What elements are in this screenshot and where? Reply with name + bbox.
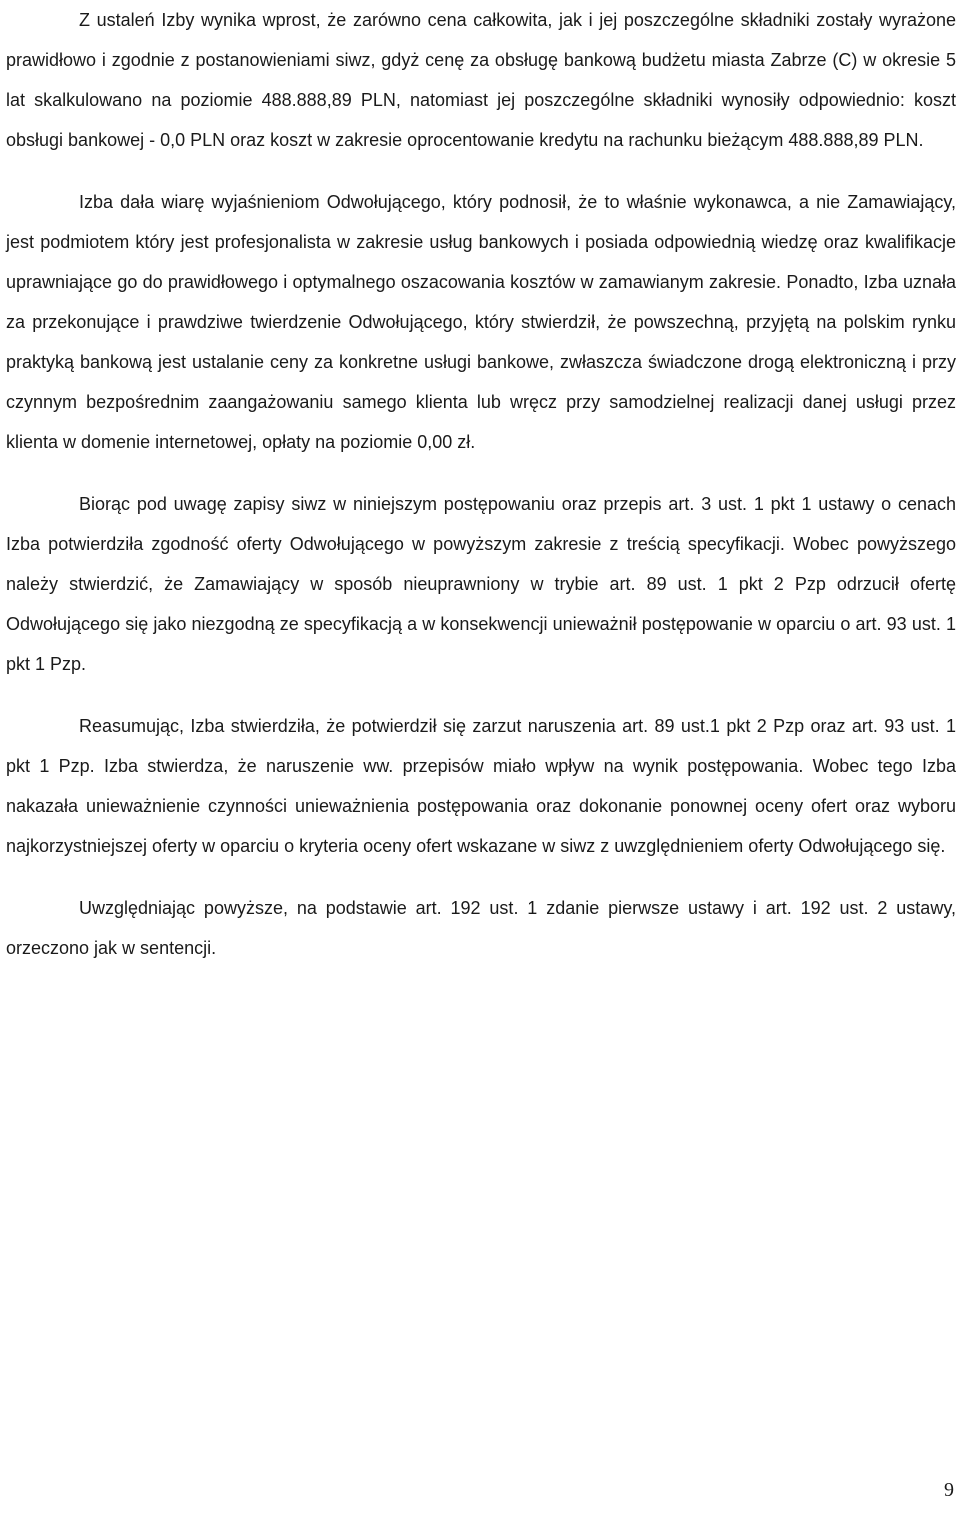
paragraph-gap [6, 462, 956, 484]
paragraph-siwz-compliance: Biorąc pod uwagę zapisy siwz w niniejszym postępowaniu oraz przepis art. 3 ust. 1 pkt 1 ustawy o cenach Izba potwierdziła zgodność oferty Odwołującego w powyższym zakresie z treścią specyfikacji. Wobec powyższego należy stwierdzić, że Zamawiający w sposób nieuprawniony w trybie art. 89 ust. 1 pkt 2 Pzp odrzucił ofertę Odwołującego się jako niezgodną ze specyfikacją a w konsekwencji unieważnił postępowanie w oparciu o art. 93 ust. 1 pkt 1 Pzp. [6, 494, 956, 674]
paragraph-gap [6, 160, 956, 182]
page-number: 9 [944, 1479, 954, 1501]
document-body [6, 0, 956, 968]
paragraph-legal-basis: Uwzględniając powyższe, na podstawie art. 192 ust. 1 zdanie pierwsze ustawy i art. 192 ust. 2 ustawy, orzeczono jak w sentencji. [6, 898, 956, 958]
paragraph-appellant-explanations: Izba dała wiarę wyjaśnieniom Odwołującego, który podnosił, że to właśnie wykonawca, a nie Zamawiający, jest podmiotem który jest profesjonalista w zakresie usług bankowych i posiada odpowiednią wiedzę oraz kwalifikacje uprawniające go do prawidłowego i optymalnego oszacowania kosztów w zamawianym zakresie. Ponadto, Izba uznała za przekonujące i prawdziwe twierdzenie Odwołującego, który stwierdził, że powszechną, przyjętą na polskim rynku praktyką bankową jest ustalanie ceny za konkretne usługi bankowe, zwłaszcza świadczone drogą elektroniczną i przy czynnym bezpośrednim zaangażowaniu samego klienta lub wręcz przy samodzielnej realizacji danej usługi przez klienta w domenie internetowej, opłaty na poziomie 0,00 zł. [6, 192, 956, 452]
paragraph-price-findings: Z ustaleń Izby wynika wprost, że zarówno cena całkowita, jak i jej poszczególne składniki zostały wyrażone prawidłowo i zgodnie z postanowieniami siwz, gdyż cenę za obsługę bankową budżetu miasta Zabrze (C) w okresie 5 lat skalkulowano na poziomie 488.888,89 PLN, natomiast jej poszczególne składniki wynosiły odpowiednio: koszt obsługi bankowej - 0,0 PLN oraz koszt w zakresie oprocentowanie kredytu na rachunku bieżącym 488.888,89 PLN. [6, 10, 956, 150]
paragraph-summary: Reasumując, Izba stwierdziła, że potwierdził się zarzut naruszenia art. 89 ust.1 pkt 2 Pzp oraz art. 93 ust. 1 pkt 1 Pzp. Izba stwierdza, że naruszenie ww. przepisów miało wpływ na wynik postępowania. Wobec tego Izba nakazała unieważnienie czynności unieważnienia postępowania oraz dokonanie ponownej oceny ofert oraz wyboru najkorzystniejszej oferty w oparciu o kryteria oceny ofert wskazane w siwz z uwzględnieniem oferty Odwołującego się. [6, 716, 956, 856]
paragraph-gap [6, 866, 956, 888]
paragraph-gap [6, 684, 956, 706]
